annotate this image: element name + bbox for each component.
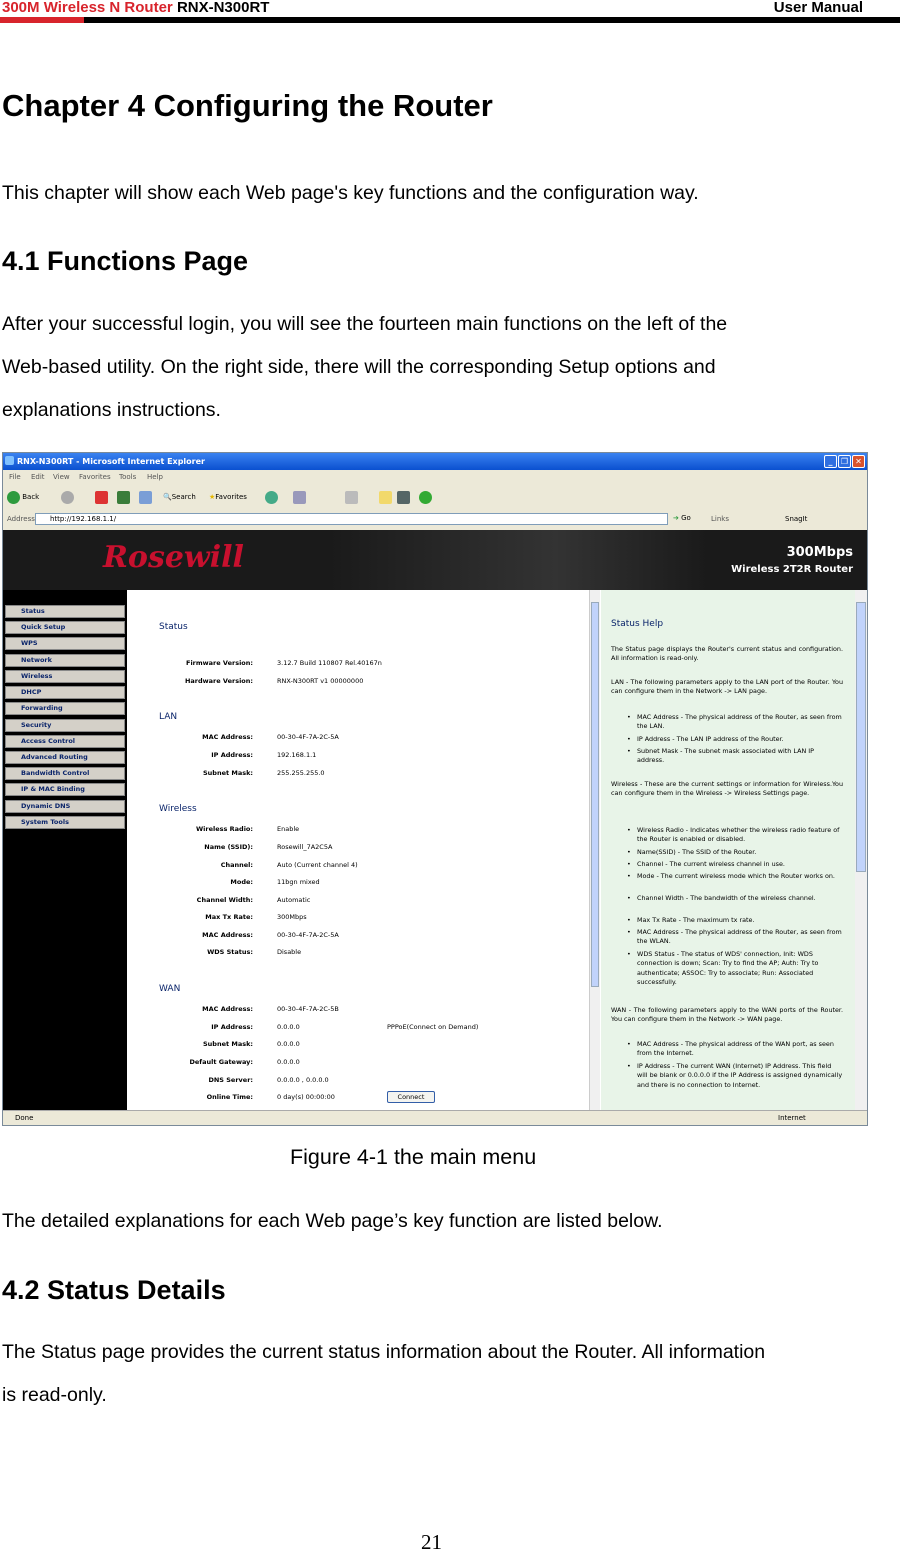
- help-wireless-item: • Channel - The current wireless channel in use.: [637, 860, 843, 869]
- close-icon[interactable]: ✕: [852, 455, 865, 468]
- router-screenshot: [2, 452, 868, 1126]
- wl-mode-label: Mode:: [230, 878, 253, 886]
- refresh-button[interactable]: [117, 490, 130, 504]
- go-arrow-icon: ➔: [673, 514, 679, 522]
- notes-icon: [379, 491, 392, 504]
- wl-radio-label: Wireless Radio:: [196, 825, 253, 833]
- links-button[interactable]: Links: [711, 515, 729, 523]
- wl-rate-value: 300Mbps: [277, 913, 307, 921]
- section-41-line-3: explanations instructions.: [2, 399, 221, 421]
- menu-help[interactable]: Help: [147, 473, 163, 481]
- section-41-line-2: Web-based utility. On the right side, there will the corresponding Setup options and: [2, 356, 716, 378]
- wl-rate-label: Max Tx Rate:: [205, 913, 253, 921]
- wan-gateway-value: 0.0.0.0: [277, 1058, 300, 1066]
- help-wireless: Wireless - These are the current settings or information for Wireless.You can configure them in the Wireless -> Wireless Settings page.: [611, 780, 843, 798]
- page-header: [0, 0, 900, 18]
- wan-gateway-label: Default Gateway:: [189, 1058, 253, 1066]
- print-icon: [345, 491, 358, 504]
- notes-button[interactable]: [379, 490, 392, 504]
- history-button[interactable]: [265, 490, 278, 504]
- statusbar-zone: Internet: [778, 1114, 806, 1122]
- research-button[interactable]: [397, 490, 410, 504]
- menu-edit[interactable]: Edit: [31, 473, 45, 481]
- nav-ip-mac-binding[interactable]: IP & MAC Binding: [5, 783, 125, 796]
- lan-mac-label: MAC Address:: [202, 733, 253, 741]
- status-pane: [127, 590, 587, 1110]
- menu-file[interactable]: File: [9, 473, 21, 481]
- section-42-line-2: is read-only.: [2, 1384, 107, 1406]
- lan-mask-label: Subnet Mask:: [202, 769, 253, 777]
- help-intro: The Status page displays the Router's current status and configuration. All information is read-only.: [611, 645, 843, 663]
- help-scrollbar[interactable]: [855, 590, 867, 1110]
- help-wireless-item: • MAC Address - The physical address of the Router, as seen from the WLAN.: [637, 928, 843, 947]
- statusbar-done: Done: [15, 1114, 34, 1122]
- page-number: 21: [421, 1530, 442, 1554]
- ie-titlebar: [3, 453, 867, 470]
- wan-mac-label: MAC Address:: [202, 1005, 253, 1013]
- forward-icon: [61, 491, 74, 504]
- wl-channel-label: Channel:: [220, 861, 253, 869]
- wan-ip-label: IP Address:: [211, 1023, 253, 1031]
- forward-button[interactable]: [61, 490, 74, 504]
- help-wan: WAN - The following parameters apply to the WAN ports of the Router. You can configure them in the Network -> WAN page.: [611, 1006, 843, 1024]
- print-button[interactable]: [345, 490, 358, 504]
- wireless-title: Wireless: [159, 804, 197, 814]
- section-41-title: 4.1 Functions Page: [2, 246, 249, 276]
- menu-favorites[interactable]: Favorites: [79, 473, 111, 481]
- header-product: [2, 0, 269, 16]
- wl-width-label: Channel Width:: [196, 896, 253, 904]
- nav-status[interactable]: Status: [5, 605, 125, 618]
- wl-mac-label: MAC Address:: [202, 931, 253, 939]
- header-product-prefix: 300M Wireless N Router: [2, 0, 173, 16]
- nav-bandwidth-control[interactable]: Bandwidth Control: [5, 767, 125, 780]
- status-scrollbar[interactable]: [589, 590, 600, 1110]
- wan-mask-label: Subnet Mask:: [202, 1040, 253, 1048]
- nav-forwarding[interactable]: Forwarding: [5, 702, 125, 715]
- back-button[interactable]: Back: [7, 490, 39, 504]
- wl-width-value: Automatic: [277, 896, 311, 904]
- header-manual: User Manual: [773, 0, 863, 16]
- hardware-value: RNX-N300RT v1 00000000: [277, 677, 364, 685]
- browser-content: [3, 530, 867, 1110]
- wan-dns-label: DNS Server:: [208, 1076, 253, 1084]
- intro-paragraph: This chapter will show each Web page's key functions and the configuration way.: [2, 182, 699, 204]
- help-wireless-item: • Max Tx Rate - The maximum tx rate.: [637, 916, 843, 925]
- messenger-icon: [419, 491, 432, 504]
- refresh-icon: [117, 491, 130, 504]
- wan-mask-value: 0.0.0.0: [277, 1040, 300, 1048]
- back-icon: [7, 491, 20, 504]
- research-icon: [397, 491, 410, 504]
- ie-icon: [5, 456, 14, 465]
- minimize-icon[interactable]: _: [824, 455, 837, 468]
- help-wireless-item: • Mode - The current wireless mode which the Router works on.: [637, 872, 843, 881]
- wan-type: PPPoE(Connect on Demand): [387, 1023, 479, 1031]
- nav-system-tools[interactable]: System Tools: [5, 816, 125, 829]
- help-lan-item: • MAC Address - The physical address of the Router, as seen from the LAN.: [637, 713, 843, 732]
- snagit-button[interactable]: SnagIt: [785, 515, 808, 523]
- connect-button[interactable]: Connect: [387, 1091, 435, 1103]
- wl-ssid-label: Name (SSID):: [204, 843, 253, 851]
- nav-dhcp[interactable]: DHCP: [5, 686, 125, 699]
- help-wireless-item: • Channel Width - The bandwidth of the wireless channel.: [637, 894, 843, 903]
- help-wireless-item: • Wireless Radio - Indicates whether the wireless radio feature of the Router is enabled or disabled.: [637, 826, 843, 845]
- stop-icon: [95, 491, 108, 504]
- home-button[interactable]: [139, 490, 152, 504]
- search-button[interactable]: 🔍Search: [163, 493, 196, 501]
- nav-dynamic-dns[interactable]: Dynamic DNS: [5, 800, 125, 813]
- wl-wds-label: WDS Status:: [207, 948, 253, 956]
- section-41-line-1: After your successful login, you will see the fourteen main functions on the left of the: [2, 313, 728, 335]
- wan-online-label: Online Time:: [206, 1093, 253, 1101]
- nav-quick-setup[interactable]: Quick Setup: [5, 621, 125, 634]
- nav-advanced-routing[interactable]: Advanced Routing: [5, 751, 125, 764]
- figure-caption: Figure 4-1 the main menu: [290, 1145, 537, 1169]
- ie-statusbar: [3, 1110, 867, 1126]
- home-icon: [139, 491, 152, 504]
- wan-title: WAN: [159, 984, 181, 994]
- nav-access-control[interactable]: Access Control: [5, 735, 125, 748]
- restore-icon[interactable]: ❐: [838, 455, 851, 468]
- nav-network[interactable]: Network: [5, 654, 125, 667]
- hardware-label: Hardware Version:: [184, 677, 253, 685]
- rosewill-logo: Rosewill: [103, 540, 244, 575]
- help-wan-item: • IP Address - The current WAN (Internet) IP Address. This field will be blank or 0.0.0.0 if the IP Address is assigned dynamically and there is no connection to Internet.: [637, 1062, 843, 1090]
- help-pane: [601, 590, 855, 1110]
- help-wireless-item: • Name(SSID) - The SSID of the Router.: [637, 848, 843, 857]
- header-rule: [0, 17, 900, 23]
- banner-speed: 300Mbps: [786, 545, 853, 560]
- star-icon: ★: [209, 493, 216, 501]
- section-42-line-1: The Status page provides the current status information about the Router. All information: [2, 1341, 766, 1363]
- wl-wds-value: Disable: [277, 948, 302, 956]
- banner-model: Wireless 2T2R Router: [731, 564, 853, 575]
- menu-view[interactable]: View: [53, 473, 70, 481]
- address-label: Address: [7, 515, 35, 523]
- router-menu: [3, 590, 127, 1110]
- router-banner: [3, 530, 867, 590]
- nav-security[interactable]: Security: [5, 719, 125, 732]
- firmware-label: Firmware Version:: [186, 659, 253, 667]
- address-bar: [3, 511, 867, 528]
- lan-title: LAN: [159, 712, 178, 722]
- wl-ssid-value: Rosewill_7A2C5A: [277, 843, 333, 851]
- mail-button[interactable]: [293, 490, 306, 504]
- lan-ip-value: 192.168.1.1: [277, 751, 317, 759]
- status-title: Status: [159, 622, 188, 632]
- header-product-model: RNX-N300RT: [176, 0, 270, 16]
- lan-mac-value: 00-30-4F-7A-2C-5A: [277, 733, 339, 741]
- detail-sentence: The detailed explanations for each Web page’s key function are listed below.: [2, 1210, 663, 1232]
- help-wan-item: • MAC Address - The physical address of the WAN port, as seen from the Internet.: [637, 1040, 843, 1059]
- menu-tools[interactable]: Tools: [119, 473, 137, 481]
- search-icon: 🔍: [163, 493, 172, 501]
- address-input[interactable]: http://192.168.1.1/: [35, 513, 668, 525]
- go-button[interactable]: ➔ Go: [673, 514, 691, 522]
- window-title: RNX-N300RT - Microsoft Internet Explorer: [17, 457, 205, 466]
- wl-mac-value: 00-30-4F-7A-2C-5A: [277, 931, 339, 939]
- favorites-button[interactable]: ★Favorites: [209, 493, 247, 501]
- help-lan-item: • IP Address - The LAN IP address of the Router.: [637, 735, 843, 744]
- nav-wireless[interactable]: Wireless: [5, 670, 125, 683]
- wan-online-value: 0 day(s) 00:00:00: [277, 1093, 335, 1101]
- help-lan: LAN - The following parameters apply to the LAN port of the Router. You can configure them in the Network -> LAN page.: [611, 678, 843, 696]
- wl-radio-value: Enable: [277, 825, 300, 833]
- section-42-title: 4.2 Status Details: [2, 1275, 226, 1305]
- wl-mode-value: 11bgn mixed: [277, 878, 320, 886]
- stop-button[interactable]: [95, 490, 108, 504]
- history-icon: [265, 491, 278, 504]
- wl-channel-value: Auto (Current channel 4): [277, 861, 358, 869]
- messenger-button[interactable]: [419, 490, 432, 504]
- lan-ip-label: IP Address:: [211, 751, 253, 759]
- ie-menubar: [3, 470, 867, 484]
- lan-mask-value: 255.255.255.0: [277, 769, 325, 777]
- help-wireless-item: • WDS Status - The status of WDS' connection, Init: WDS connection is down; Scan: Try to find the AP; Auth: Try to authenticate; ASSOC: Try to associate; Run: Associated successfully.: [637, 950, 843, 988]
- mail-icon: [293, 491, 306, 504]
- firmware-value: 3.12.7 Build 110807 Rel.40167n: [277, 659, 382, 667]
- help-lan-item: • Subnet Mask - The subnet mask associated with LAN IP address.: [637, 747, 843, 766]
- ie-toolbar: [3, 484, 867, 510]
- wan-dns-value: 0.0.0.0 , 0.0.0.0: [277, 1076, 329, 1084]
- help-title: Status Help: [611, 619, 664, 629]
- wan-mac-value: 00-30-4F-7A-2C-5B: [277, 1005, 339, 1013]
- wan-ip-value: 0.0.0.0: [277, 1023, 300, 1031]
- chapter-title: Chapter 4 Configuring the Router: [2, 88, 493, 123]
- nav-wps[interactable]: WPS: [5, 637, 125, 650]
